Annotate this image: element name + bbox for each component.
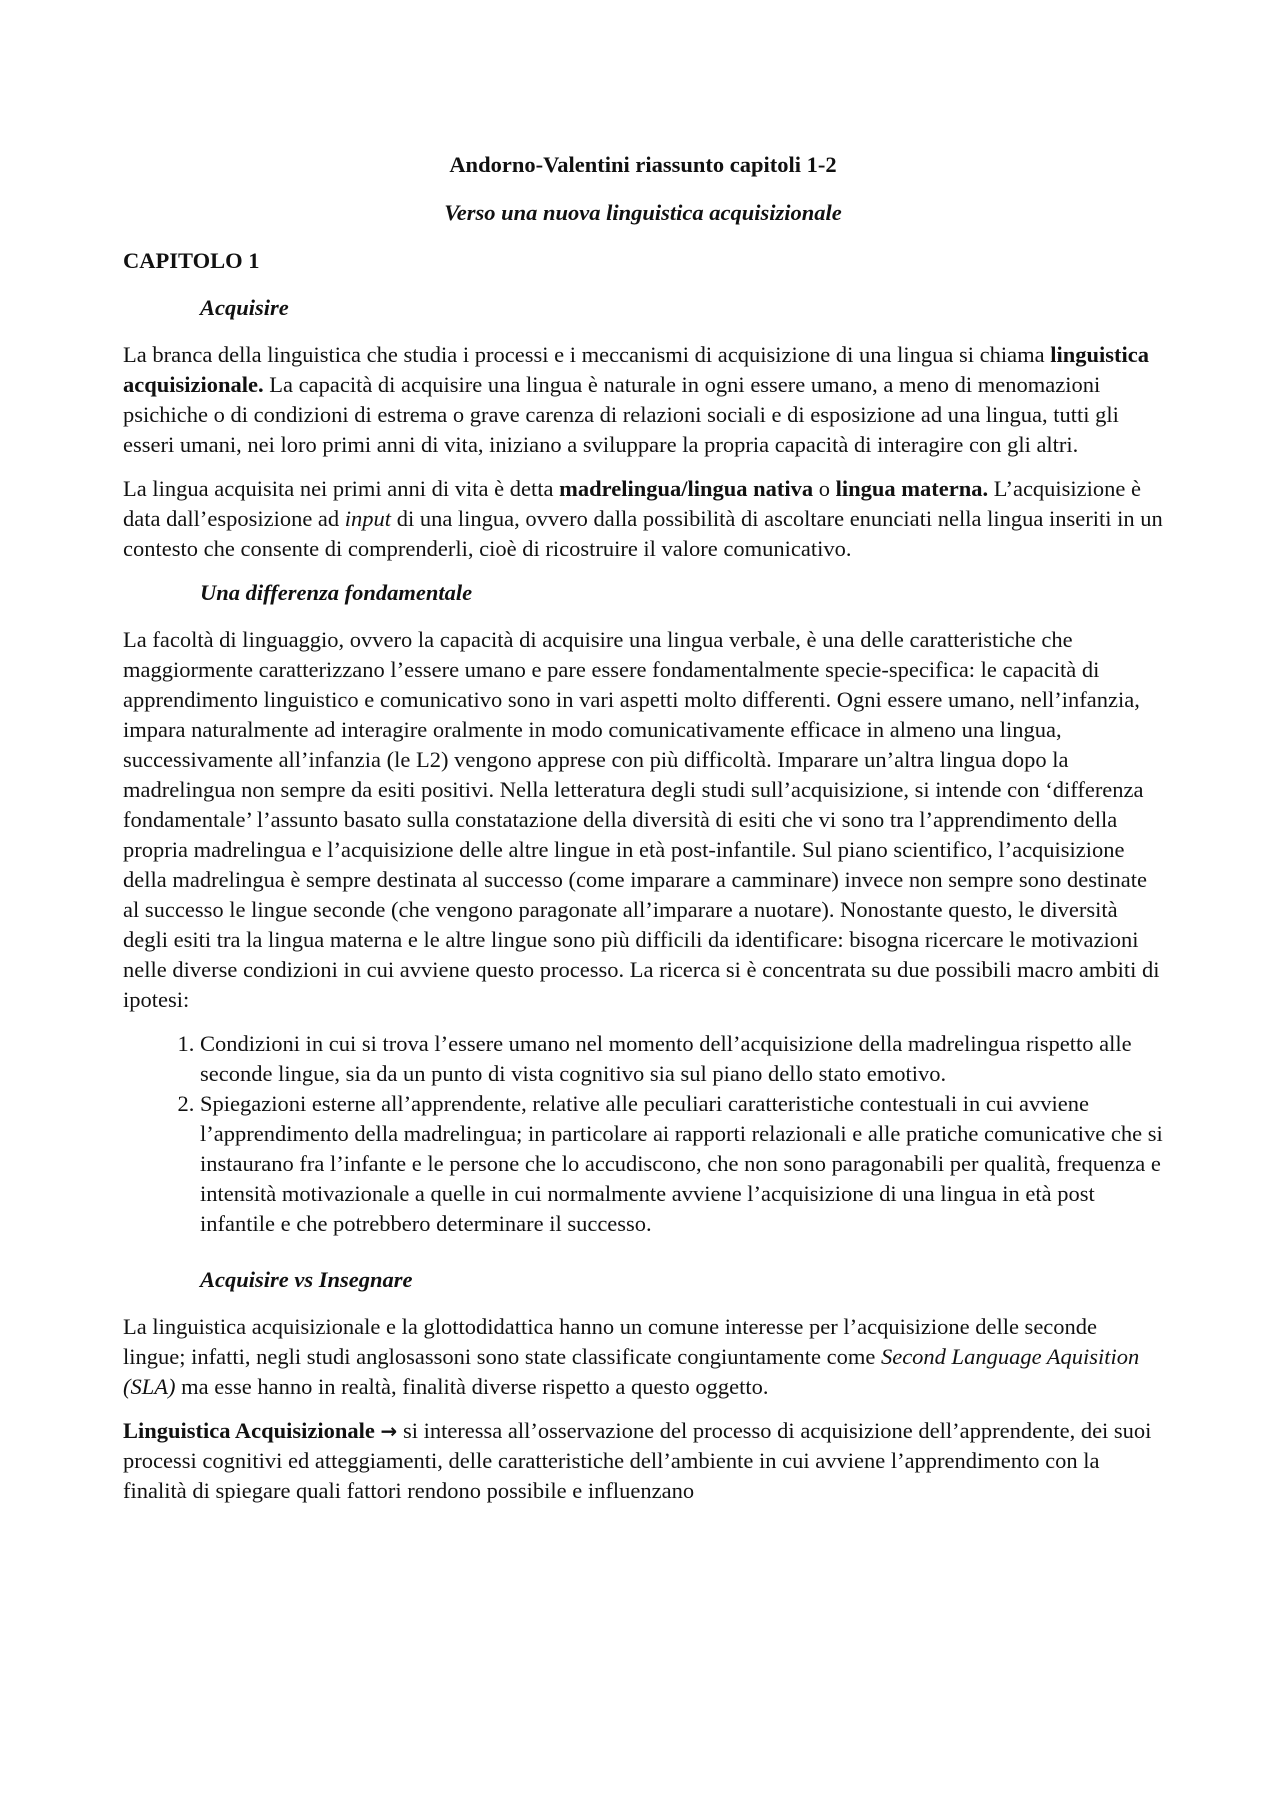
paragraph-acquisire-1: [123, 340, 1163, 460]
paragraph-insegnare-1: [123, 1312, 1163, 1402]
paragraph-differenza-1: La facoltà di linguaggio, ovvero la capacità di acquisire una lingua verbale, è una delle caratteristiche che maggiormente caratterizzano l’essere umano e pare essere fondamentalmente specie-specifica: le capacità di apprendimento linguistico e comunicativo sono in vari aspetti molto differenti. Ogni essere umano, nell’infanzia, impara naturalmente ad interagire oralmente in modo comunicativamente efficace in almeno una lingua, successivamente all’infanzia (le L2) vengono apprese con più difficoltà. Imparare un’altra lingua dopo la madrelingua non sempre da esiti positivi. Nella letteratura degli studi sull’acquisizione, si intende con ‘differenza fondamentale’ l’assunto basato sulla constatazione della diversità di esiti che vi sono tra l’apprendimento della propria madrelingua e l’acquisizione delle altre lingue in età post-infantile. Sul piano scientifico, l’acquisizione della madrelingua è sempre destinata al successo (come imparare a camminare) invece non sempre sono destinate al successo le lingue seconde (che vengono paragonate all’imparare a nuotare). Nonostante questo, le diversità degli esiti tra la lingua materna e le altre lingue sono più difficili da identificare: bisogna ricercare le motivazioni nelle diverse condizioni in cui avviene questo processo. La ricerca si è concentrata su due possibili macro ambiti di ipotesi:: [123, 627, 1160, 1012]
bold-term: Linguistica Acquisizionale: [123, 1418, 375, 1443]
text-run: ma esse hanno in realtà, finalità diverse rispetto a questo oggetto.: [175, 1374, 769, 1399]
list-item: 1. Condizioni in cui si trova l’essere umano nel momento dell’acquisizione della madrelingua rispetto alle seconde lingue, sia da un punto di vista cognitivo sia sul piano dello stato emotivo.: [200, 1029, 1163, 1089]
section-heading-acquisire: Acquisire: [200, 295, 289, 320]
bold-term: lingua materna.: [835, 476, 989, 501]
text-run: o: [813, 476, 836, 501]
section-heading-insegnare: Acquisire vs Insegnare: [200, 1267, 413, 1292]
text-run: La branca della linguistica che studia i processi e i meccanismi di acquisizione di una lingua si chiama: [123, 342, 1051, 367]
chapter-heading: CAPITOLO 1: [123, 248, 260, 273]
italic-term: Second Language Aquisition (SLA): [123, 1344, 1140, 1399]
hypotheses-list: [123, 1029, 1163, 1239]
text-run: La capacità di acquisire una lingua è naturale in ogni essere umano, a meno di menomazioni psichiche o di condizioni di estrema o grave carenza di relazioni sociali e di esposizione ad una lingua, tutti gli esseri umani, nei loro primi anni di vita, iniziano a sviluppare la propria capacità di interagire con gli altri.: [123, 372, 1119, 457]
text-run: L’acquisizione è data dall’esposizione ad: [123, 476, 1142, 531]
text-run: La linguistica acquisizionale e la glottodidattica hanno un comune interesse per l’acquisizione delle seconde lingue; infatti, negli studi anglosassoni sono state classificate congiuntamente come: [123, 1314, 1098, 1369]
text-run: si interessa all’osservazione del processo di acquisizione dell’apprendente, dei suoi processi cognitivi ed atteggiamenti, delle caratteristiche dell’ambiente in cui avviene l’apprendimento con la finalità di spiegare quali fattori rendono possibile e influenzano: [123, 1418, 1152, 1503]
document-body: [123, 150, 1163, 1520]
italic-term: input: [344, 506, 392, 531]
paragraph-acquisire-2: [123, 474, 1163, 564]
arrow-right-icon: →: [380, 1419, 398, 1443]
text-run: La lingua acquisita nei primi anni di vita è detta: [123, 476, 560, 501]
bold-term: madrelingua/lingua nativa: [559, 476, 814, 501]
document-title: Andorno-Valentini riassunto capitoli 1-2: [449, 152, 837, 177]
document-subtitle: Verso una nuova linguistica acquisizionale: [444, 200, 842, 225]
text-run: di una lingua, ovvero dalla possibilità di ascoltare enunciati nella lingua inseriti in un contesto che consente di comprenderli, cioè di ricostruire il valore comunicativo.: [123, 506, 1163, 561]
bold-term: linguistica acquisizionale.: [123, 342, 1149, 397]
section-heading-differenza: Una differenza fondamentale: [200, 580, 473, 605]
paragraph-insegnare-2: [123, 1416, 1163, 1506]
list-item: 2. Spiegazioni esterne all’apprendente, relative alle peculiari caratteristiche contestuali in cui avviene l’apprendimento della madrelingua; in particolare ai rapporti relazionali e alle pratiche comunicative che si instaurano fra l’infante e le persone che lo accudiscono, che non sono paragonabili per qualità, frequenza e intensità motivazionale a quelle in cui normalmente avviene l’acquisizione di una lingua in età post infantile e che potrebbero determinare il successo.: [200, 1089, 1163, 1239]
